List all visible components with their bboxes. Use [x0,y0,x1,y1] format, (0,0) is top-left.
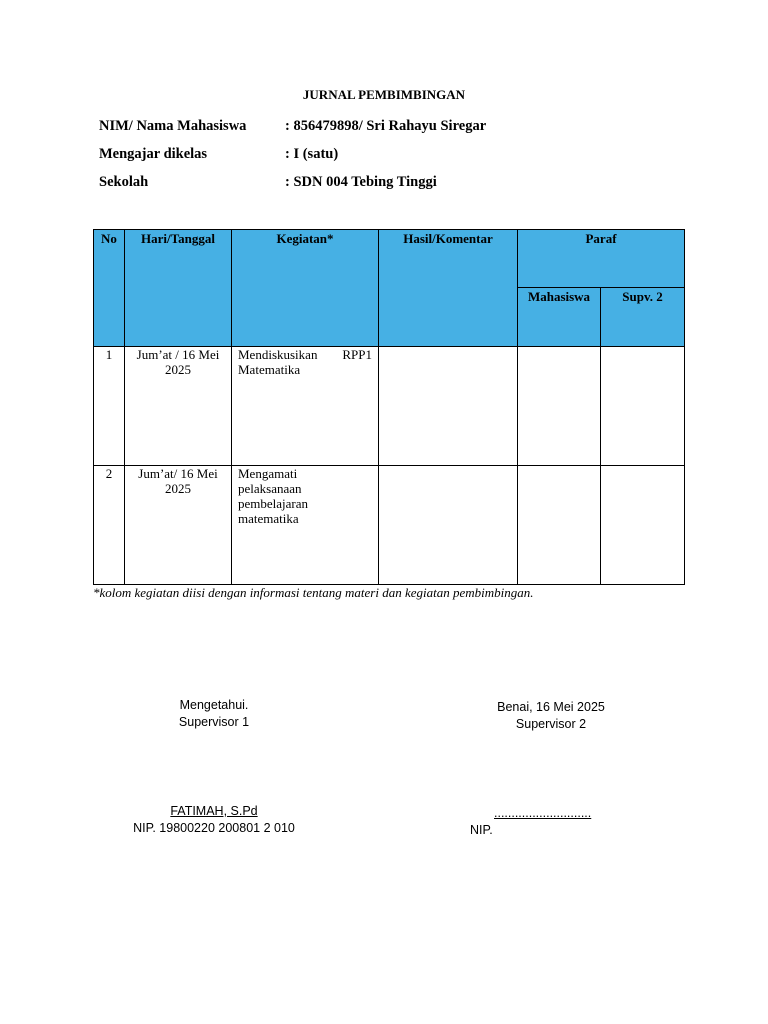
signature-right-line1: Benai, 16 Mei 2025 [497,700,605,714]
cell-date-line: 2025 [165,481,191,496]
table-row [94,347,685,466]
cell-activity-line: Mengamati [238,466,298,481]
journal-table [93,229,685,585]
info-label: NIM/ Nama Mahasiswa [99,118,247,134]
info-value: : SDN 004 Tebing Tinggi [285,174,437,190]
table-header-row [94,230,685,288]
cell-activity [232,466,379,585]
signature-left-nip: NIP. 19800220 200801 2 010 [133,821,295,835]
info-value: : I (satu) [285,146,339,162]
cell-date-line: Jum’at / 16 Mei [136,347,220,362]
header-paraf: Paraf [518,230,685,288]
cell-activity-line: Matematika [238,362,301,377]
signature-right-line2: Supervisor 2 [515,717,587,731]
cell-date [125,466,232,585]
header-no: No [94,230,125,347]
cell-date [125,347,232,466]
signature-left-name: FATIMAH, S.Pd [170,804,258,818]
cell-result [379,466,518,585]
header-supv2: Supv. 2 [601,288,685,347]
cell-result [379,347,518,466]
signature-right-name: ............................ [494,806,592,820]
info-label: Sekolah [99,174,149,190]
header-date: Hari/Tanggal [125,230,232,347]
cell-date-line: Jum’at/ 16 Mei [138,466,218,481]
cell-date-line: 2025 [165,362,191,377]
header-result: Hasil/Komentar [379,230,518,347]
cell-activity [232,347,379,466]
document-title: JURNAL PEMBIMBINGAN [302,87,466,102]
cell-activity-line: pembelajaran [238,496,309,511]
cell-activity-line: pelaksanaan [238,481,302,496]
signature-left-line2: Supervisor 1 [178,715,250,729]
cell-activity-line: matematika [238,511,299,526]
cell-student-sign [518,466,601,585]
header-activity: Kegiatan* [232,230,379,347]
header-student: Mahasiswa [518,288,601,347]
cell-no: 2 [94,466,125,585]
signature-right-nip: NIP. [470,823,493,837]
info-label: Mengajar dikelas [99,146,208,162]
cell-no: 1 [94,347,125,466]
cell-activity-line [238,347,372,362]
cell-supv2-sign [601,347,685,466]
activity-text: Mendiskusikan RPP1 [238,347,372,362]
info-value: : 856479898/ Sri Rahayu Siregar [285,118,487,134]
signature-left-line1: Mengetahui. [179,698,249,712]
cell-supv2-sign [601,466,685,585]
footnote: *kolom kegiatan diisi dengan informasi tentang materi dan kegiatan pembimbingan. [93,585,534,600]
cell-student-sign [518,347,601,466]
table-row [94,466,685,585]
